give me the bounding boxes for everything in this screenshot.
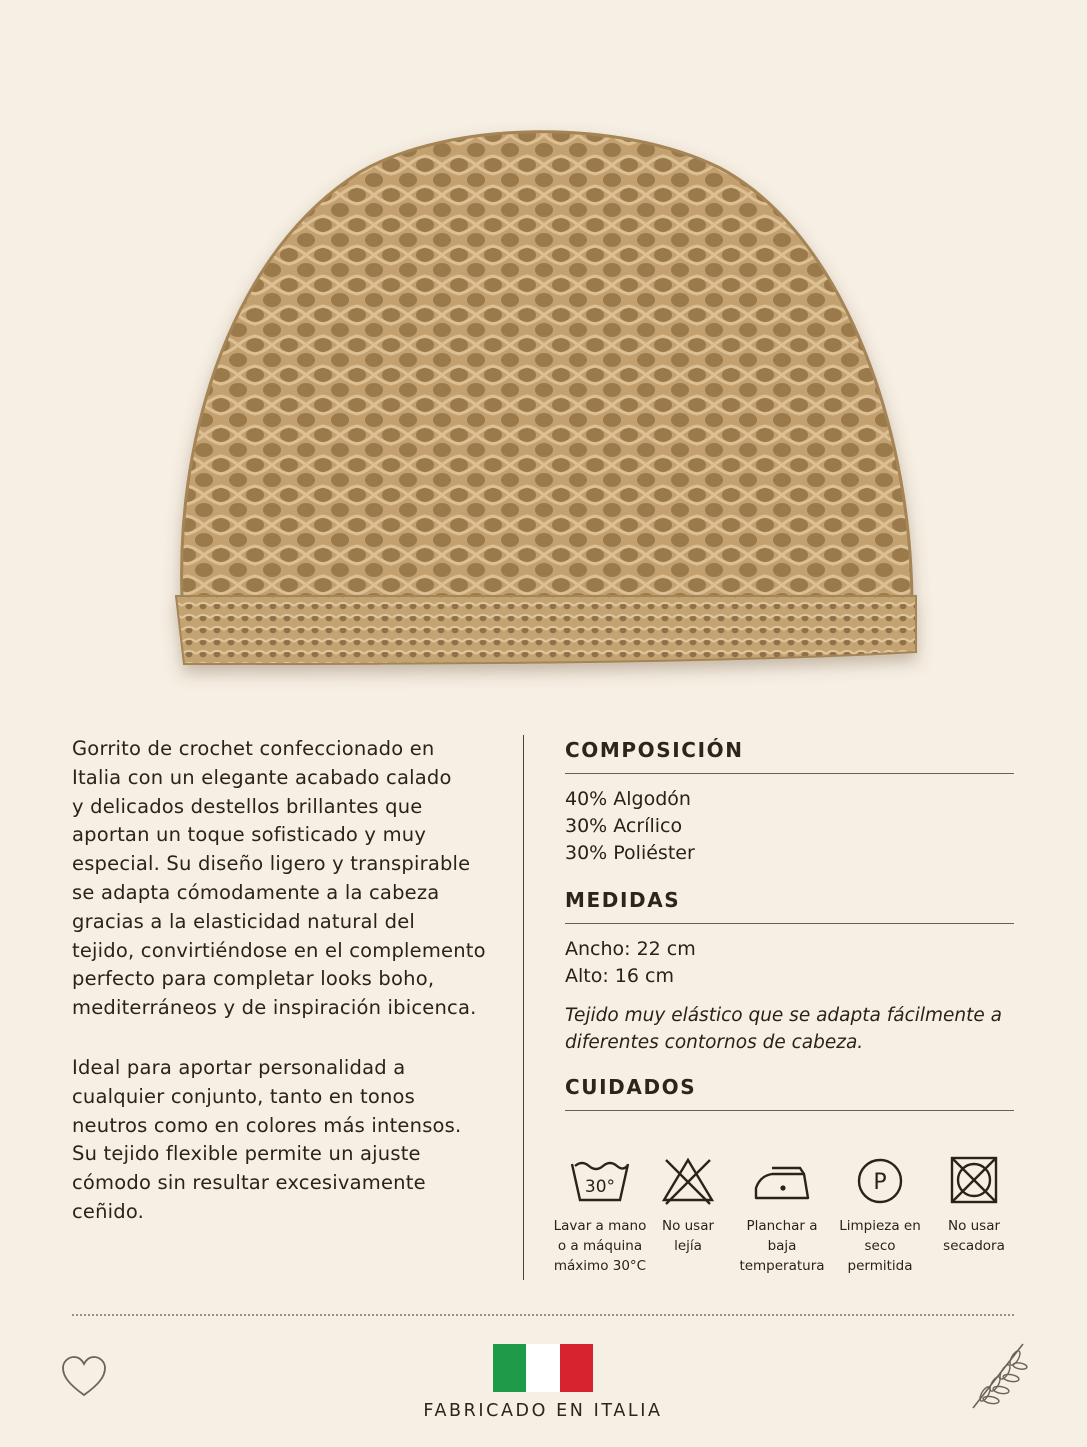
care-label-no-bleach: No usar lejía bbox=[661, 1218, 715, 1254]
composition-item: 40% Algodón bbox=[565, 788, 691, 810]
composition-rule bbox=[565, 773, 1014, 774]
care-rule bbox=[565, 1110, 1014, 1111]
dry-clean-p-icon bbox=[850, 1152, 910, 1210]
wash-temp-text: 30° bbox=[584, 1177, 616, 1197]
no-bleach-icon bbox=[658, 1152, 718, 1210]
care-label-wash: Lavar a mano o a máquina máximo 30°C bbox=[553, 1218, 647, 1274]
specs-panel bbox=[565, 735, 1014, 1111]
care-label-iron: Planchar a baja temperatura bbox=[739, 1218, 825, 1274]
italy-flag bbox=[493, 1344, 593, 1392]
measures-list bbox=[565, 936, 1014, 990]
care-item-no-tumble bbox=[924, 1152, 1024, 1256]
care-label-dry-clean: Limpieza en seco permitida bbox=[839, 1218, 921, 1274]
measure-width: Ancho: 22 cm bbox=[565, 938, 696, 960]
product-description bbox=[72, 735, 512, 1227]
column-divider bbox=[523, 735, 524, 1280]
composition-list bbox=[565, 786, 1014, 867]
crochet-hat-illustration bbox=[0, 0, 1087, 720]
care-section bbox=[565, 1072, 1014, 1111]
composition-item: 30% Poliéster bbox=[565, 842, 695, 864]
measure-height: Alto: 16 cm bbox=[565, 965, 674, 987]
olive-branch-icon bbox=[965, 1340, 1029, 1412]
composition-title: COMPOSICIÓN bbox=[565, 738, 744, 762]
measures-note: Tejido muy elástico que se adapta fácilmente a diferentes contornos de cabeza. bbox=[565, 1005, 1002, 1053]
wash-30-icon bbox=[568, 1152, 632, 1210]
measures-section bbox=[565, 885, 1014, 1056]
iron-low-icon bbox=[750, 1152, 814, 1210]
care-title: CUIDADOS bbox=[565, 1075, 697, 1099]
care-item-wash bbox=[550, 1152, 650, 1276]
care-item-iron bbox=[732, 1152, 832, 1276]
care-item-dry-clean bbox=[830, 1152, 930, 1276]
care-icons-row bbox=[548, 1152, 1018, 1282]
composition-section bbox=[565, 735, 1014, 867]
description-paragraph-2: Ideal para aportar personalidad a cualquier conjunto, tanto en tonos neutros como en colores más intensos. Su tejido flexible permite un ajuste cómodo sin resultar excesivamente ceñido. bbox=[72, 1055, 462, 1223]
measures-title: MEDIDAS bbox=[565, 888, 681, 912]
dry-clean-letter: P bbox=[873, 1170, 887, 1195]
flag-stripe-green bbox=[493, 1344, 526, 1392]
flag-stripe-white bbox=[526, 1344, 559, 1392]
care-label-no-tumble: No usar secadora bbox=[943, 1218, 1005, 1254]
no-tumble-dry-icon bbox=[944, 1152, 1004, 1210]
composition-item: 30% Acrílico bbox=[565, 815, 683, 837]
product-image-hat bbox=[0, 0, 1087, 720]
description-paragraph-1: Gorrito de crochet confeccionado en Italia con un elegante acabado calado y delicados destellos brillantes que aportan un toque sofisticado y muy especial. Su diseño ligero y transpirable se adapta cómodamente a la cabeza gracias a la elasticidad natural del tejido, convirtiéndose en el complemento perfecto para completar looks boho, mediterráneos y de inspiración ibicenca. bbox=[72, 737, 486, 1020]
measures-rule bbox=[565, 923, 1014, 924]
made-in-label: FABRICADO EN ITALIA bbox=[423, 1401, 663, 1421]
flag-stripe-red bbox=[560, 1344, 593, 1392]
footer-dotted-divider bbox=[72, 1314, 1014, 1316]
heart-outline-icon bbox=[60, 1355, 108, 1399]
care-item-no-bleach bbox=[638, 1152, 738, 1256]
